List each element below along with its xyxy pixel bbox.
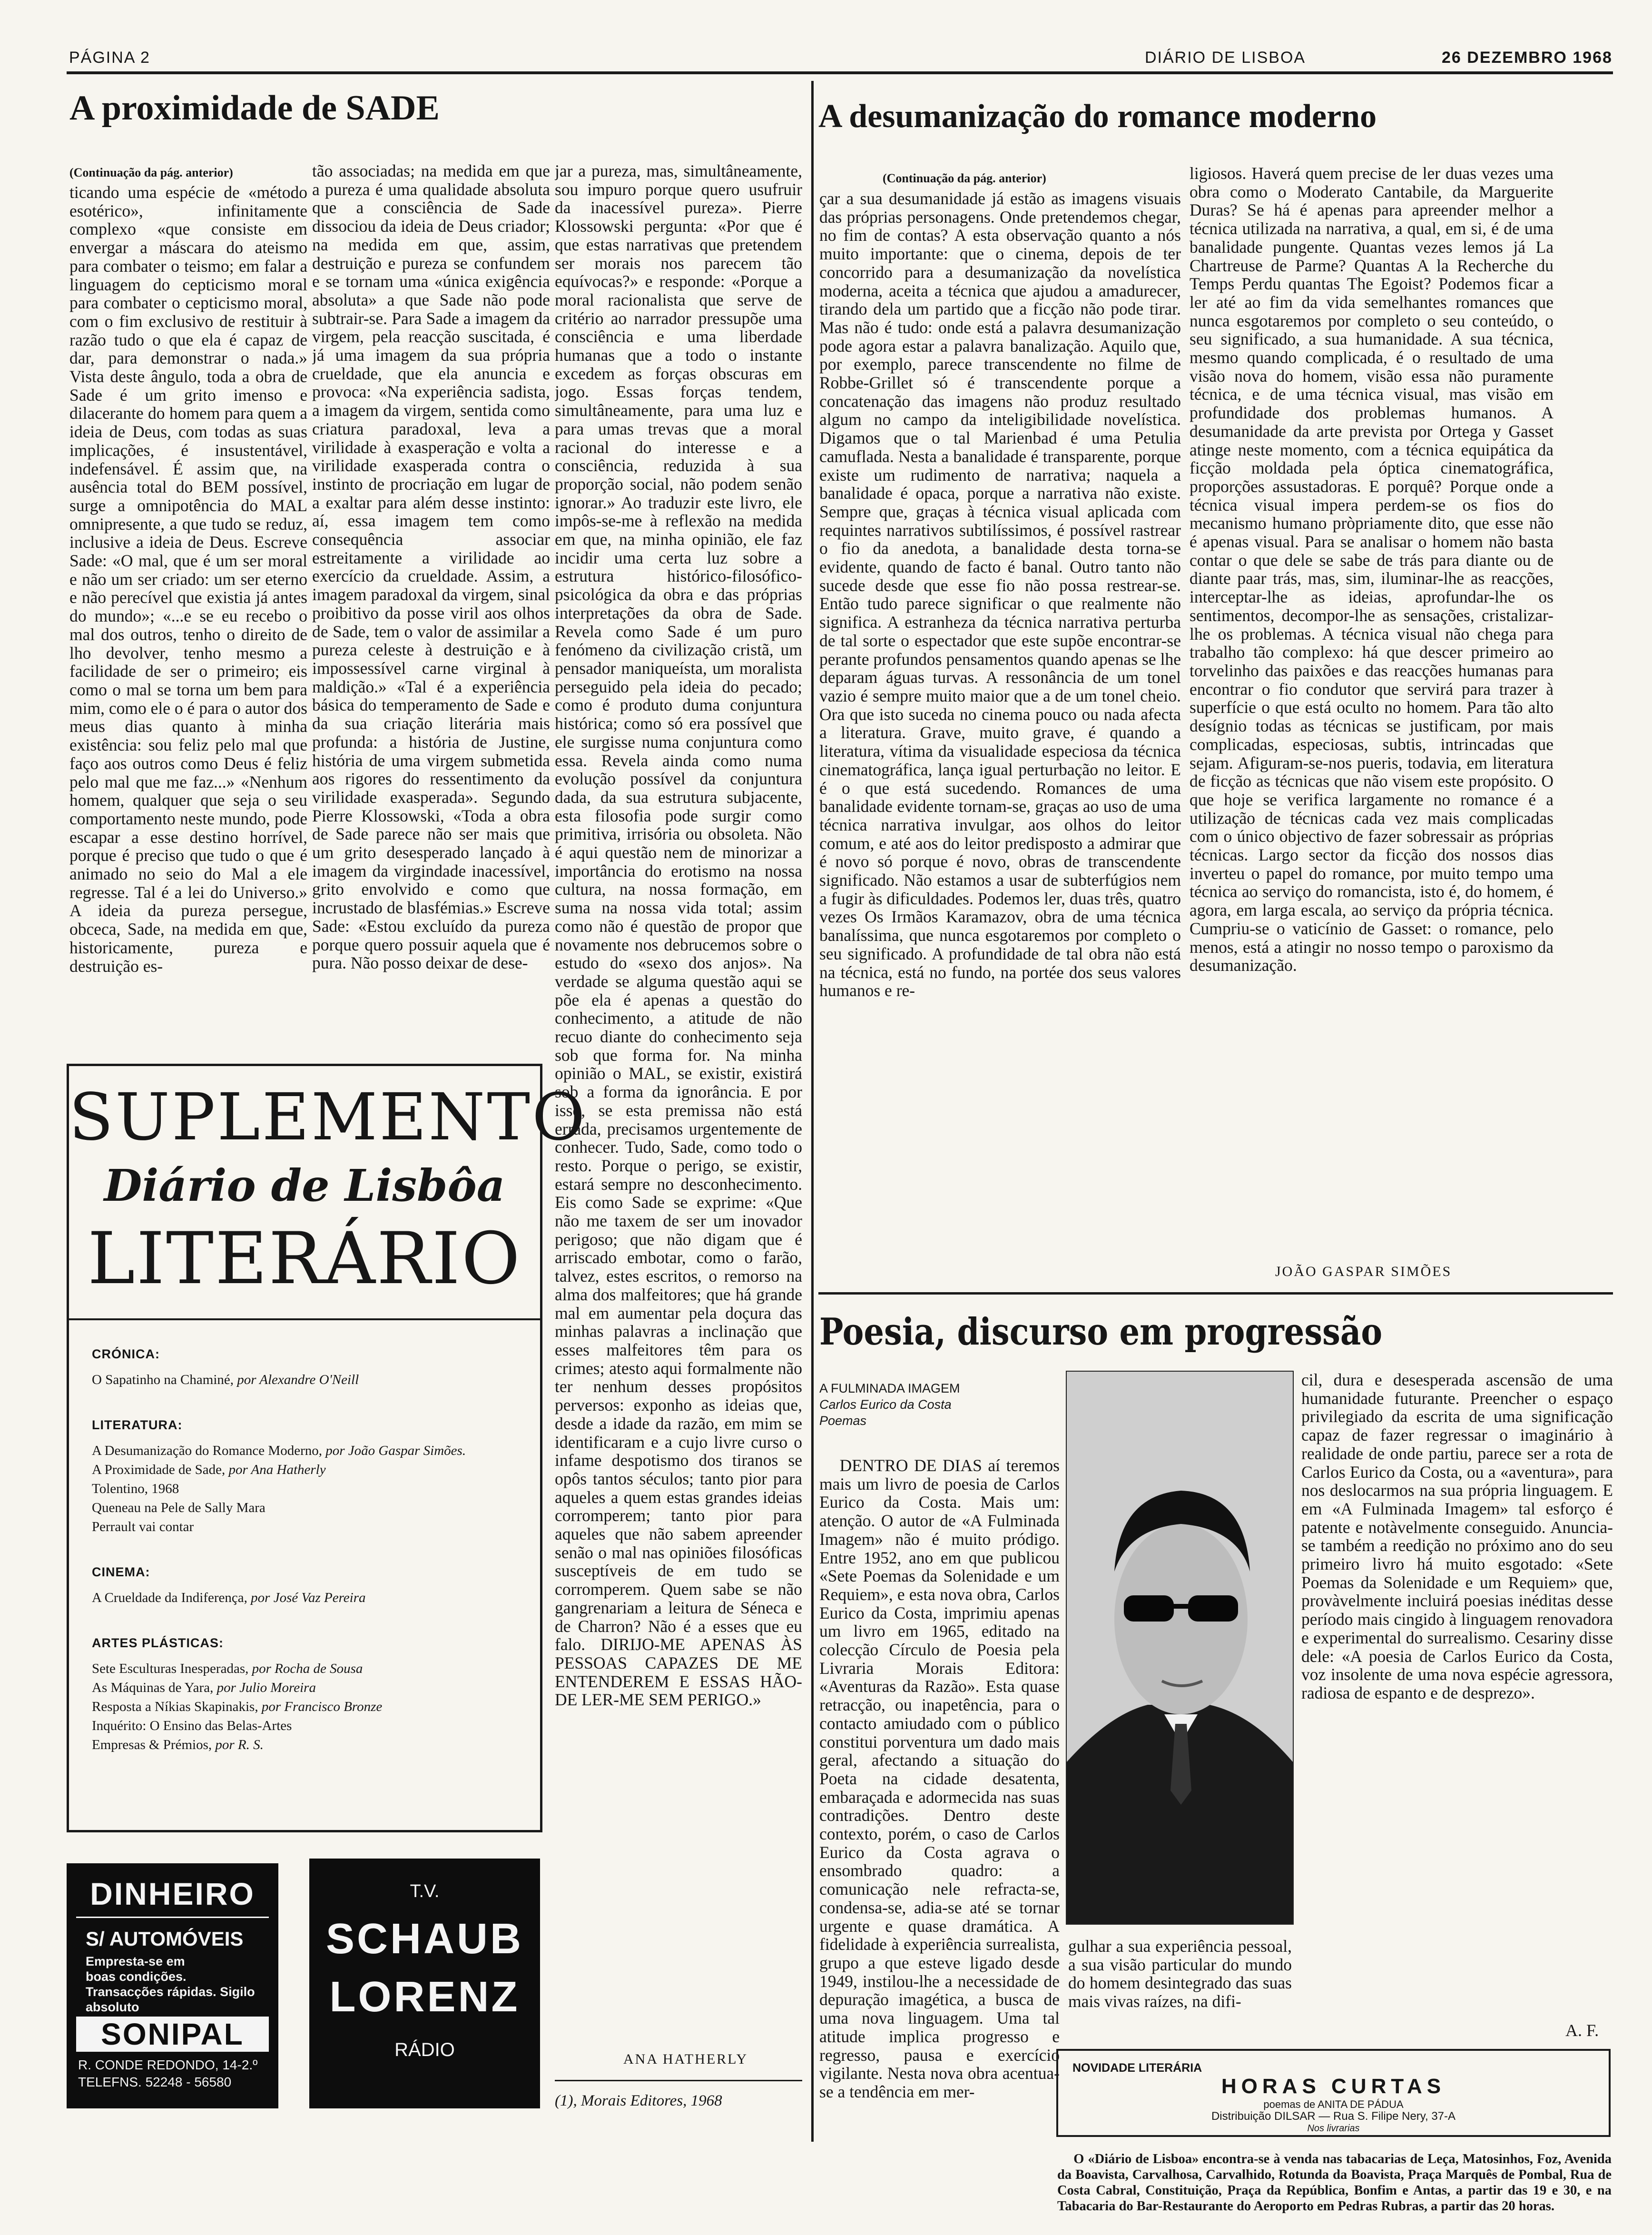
poesia-column-3-text: cil, dura e desesperada ascensão de uma humanidade futurante. Preencher o espaço privilegiado da escrita de uma significação capaz de fazer regressar o imaginário à realidade de onde partiu, parece ser a rota de Carlos Eurico da Costa, ou a «aventura», para nos deslocarmos na sua própria linguagem. E em «A Fulminada Imagem» tal esforço é patente e notàvelmente conseguido. Anuncia-se também a reedição no próximo ano do seu primeiro livro há muito esgotado: «Sete Poemas da Solenidade e um Requiem» que, provàvelmente incluirá poesias inéditas desse período mais cingido à linguagem renovadora e experimental do surrealismo. Cesariny disse dele: «A poesia de Carlos Eurico da Costa, voz insolente de uma nova espécie agressora, radiosa de espanto e de desprezo». <box>1301 1371 1613 1702</box>
sade-column-3 <box>555 162 802 2035</box>
poesia-column-1-text: DENTRO DE DIAS aí teremos mais um livro de poesia de Carlos Eurico da Costa. Mais um: atenção. O autor de «A Fulminada Imagem» não é muito pródigo. Entre 1952, ano em que publicou «Sete Poemas da Solenidade e um Requiem», e esta nova obra, Carlos Eurico da Costa, imprimiu apenas um livro em 1965, editado na colecção Círculo de Poesia pela Livraria Morais Editora: «Aventuras da Razão». Esta quase retracção, ou inapetência, para o contacto amiudado com o público constitui porventura um dado mais geral, afectando a situação do Poeta na cidade desatenta, embaraçada e adormecida nas suas contradições. Dentro deste contexto, porém, o caso de Carlos Eurico da Costa agrava o ensombrado quadro: a comunicação nele refracta-se, condensa-se, adia-se até se tornar urgente e quase dramática. A fidelidade à experiência surrealista, grupo a que esteve ligado desde 1949, instilou-lhe a necessidade de depuração imagética, a busca de uma nova linguagem. Uma tal atitude implica progresso e regresso, pausa e exercício vigilante. Nesta nova obra acentua-se a tendência em mer- <box>819 1456 1060 2101</box>
book-title: A FULMINADA IMAGEM <box>819 1381 960 1395</box>
newspaper-name: DIÁRIO DE LISBOA <box>1145 49 1306 67</box>
toc-item: Queneau na Pele de Sally Mara <box>92 1500 266 1515</box>
sade-signature: ANA HATHERLY <box>623 2051 748 2067</box>
toc-heading-literatura: LITERATURA: <box>92 1418 183 1432</box>
toc-item: Tolentino, 1968 <box>92 1481 179 1496</box>
sade-footnote: (1), Morais Editores, 1968 <box>555 2092 722 2109</box>
sade-column-1-text: ticando uma espécie de «método esotérico», infinitamente complexo «que consiste em envergar a máscara do ateismo para combater o teismo; em falar a linguagem do cepticismo moral para combater o cepticismo moral, com o fim exclusivo de restituir à razão tudo o que ela é capaz de dar, para demonstrar o nada.» Vista deste ângulo, toda a obra de Sade é um grito imenso e dilacerante do homem para quem a ideia de Deus, com todas as suas implicações, é insustentável, indefensável. É assim que, na ausência total do BEM possível, surge a omnipotência do MAL omnipresente, a que tudo se reduz, inclusive a ideia de Deus. Escreve Sade: «O mal, que é um ser moral e não um ser criado: um ser eterno e não perecível que existia já antes do mundo»; «...e se eu recebo o mal dos outros, tenho o direito de lho devolver, tenho mesmo a facilidade de ser o primeiro; eis como o mal se torna um bem para mim, como ele o é para o autor dos meus dias quanto à minha existência: sou feliz pelo mal que faço aos outros como Deus é feliz pelo mal que me faz...» «Nenhum homem, qualquer que seja o seu comportamento neste mundo, pode escapar a esse destino horrível, porque é preciso que tudo o que é animado no seio do Mal a ele regresse. Tal é a lei do Universo.» A ideia da pureza persegue, obceca, Sade, na medida em que, historicamente, pureza e destruição es- <box>69 183 307 976</box>
desumanizacao-headline: A desumanização do romance moderno <box>818 98 1377 135</box>
dinheiro-body-1: Empresta-se em <box>86 1954 185 1968</box>
poesia-column-2-text: gulhar a sua experiência pessoal, a sua visão particular do mundo do homem desintegrado das suas mais vivas raízes, na difi- <box>1068 1937 1292 2011</box>
sade-column-2 <box>312 162 550 1054</box>
dinheiro-divider <box>76 1917 269 1918</box>
masthead-rule <box>67 71 1613 74</box>
issue-date: 26 DEZEMBRO 1968 <box>1442 49 1613 67</box>
sade-column-1 <box>69 183 307 1053</box>
schaub-name: SCHAUB <box>325 1915 523 1963</box>
horas-title: HORAS CURTAS <box>1221 2075 1446 2098</box>
toc-heading-cinema: CINEMA: <box>92 1565 150 1579</box>
schaub-tv: T.V. <box>410 1881 440 1901</box>
toc-item: Empresas & Prémios, por R. S. <box>92 1737 264 1752</box>
desumanizacao-continuation-note: (Continuação da pág. anterior) <box>883 171 1046 185</box>
center-column-rule <box>811 81 814 2142</box>
suplemento-title: SUPLEMENTO <box>69 1080 587 1155</box>
suplemento-literario: LITERÁRIO <box>88 1217 521 1300</box>
dinheiro-body <box>86 1954 262 2015</box>
dinheiro-ad <box>67 1863 278 2108</box>
schaub-lorenz-ad <box>309 1859 540 2108</box>
toc-heading-artes: ARTES PLÁSTICAS: <box>92 1636 224 1650</box>
horas-stores: Nos livrarias <box>1307 2123 1360 2134</box>
author-photo <box>1066 1371 1294 1925</box>
poesia-column-1 <box>819 1456 1060 2119</box>
poesia-signature: A. F. <box>1565 2021 1599 2040</box>
sade-column-2-text: tão associadas; na medida em que a pureza é uma qualidade absoluta que a consciência de Sade dissociou da ideia de Deus criador; na medida em que, assim, destruição e pureza se confundem e se tornam uma «única exigência absoluta» a que Sade não pode subtrair-se. Para Sade a imagem da virgem, pela reacção suscitada, é já uma imagem da sua própria crueldade, que ela anuncia e provoca: «Na experiência sadista, a imagem da virgem, sentida como criatura paradoxal, leva a virilidade à exasperação e volta a virilidade exasperada contra o instinto de procriação em lugar de a exaltar para além desse instinto: aí, essa imagem tem como consequência associar estreitamente a virilidade ao exercício da crueldade. Assim, a imagem paradoxal da virgem, sinal proibitivo da posse viril aos olhos de Sade, tem o valor de assimilar a pureza celeste à destruição e à impossessível carne virginal à maldição.» «Tal é a experiência básica do temperamento de Sade e da sua criação literária mais profunda: a história de Justine, história de uma virgem submetida aos rigores do ressentimento da virilidade exasperada». Segundo Pierre Klossowski, «Toda a obra de Sade parece não ser mais que um grito desesperado lançado à imagem da virgindade inacessível, grito envolvido e como que incrustado de blasfémias.» Escreve Sade: «Estou excluído da pureza porque quero possuir aquela que é pura. Não posso deixar de dese- <box>312 162 550 973</box>
dinheiro-phones: TELEFNS. 52248 - 56580 <box>78 2075 232 2089</box>
sade-column-3-text: jar a pureza, mas, simultâneamente, sou impuro porque quero usufruir da inacessível pureza». Pierre Klossowski pergunta: «Por que é que estas narrativas que pretendem ser morais nos parecem tão equívocas?» e responde: «Porque a moral racionalista que serve de critério ao narrador pressupõe uma consciência e uma liberdade humanas que a todo o instante excedem as forças obscuras em jogo. Essas forças tendem, simultâneamente, para uma luz e para umas trevas que a moral racional do interesse e a consciência, reduzida à sua proporção social, não podem senão ignorar.» Ao traduzir este livro, ele impôs-se-me à reflexão na medida em que, na minha opinião, ele faz incidir uma certa luz sobre a estrutura histórico-filosófico-psicológica da obra e das próprias interpretações da obra de Sade. Revela como Sade é um puro fenómeno da civilização cristã, um pensador maniqueísta, um moralista perseguido pela ideia do pecado; como é produto duma conjuntura histórica; como só era possível que ele surgisse numa conjuntura como essa. Revela ainda como numa evolução possível da conjuntura dada, da sua estrutura subjacente, esta filosofia pode surgir como primitiva, irrisória ou obsoleta. Não é aqui questão nem de minorizar a importância do erotismo na nossa cultura, na nossa formação, em suma na nossa vida total; assim como não é questão de propor que novamente nos debrucemos sobre o estudo do «sexo dos anjos». Na verdade se alguma questão aqui se põe ela é apenas a questão do conhecimento, a atitude de não recuo diante do conhecimento seja sob que forma for. Na minha opinião o MAL, se existir, existirá sob a forma da ignorância. E por isso, se esta premissa não está errada, precisamos urgentemente de conhecer. Tudo, Sade, como todo o resto. Porque o perigo, se existir, estará sempre no desconhecimento. Eis como Sade se exprime: «Que não me taxem de ser um inovador perigoso; que não digam que é arriscado embotar, como o farão, talvez, estes escritos, o remorso na alma dos malfeitores; que há grande mal em aumentar pela doçura das minhas palavras a inclinação que esses malfeitores têm para os crimes; atesto aqui formalmente não ter nenhum desses propósitos perversos: exponho as ideias que, desde a idade da razão, em mim se identificaram e a cujo livre curso o infame despotismo dos tiranos se opôs tantos séculos; tanto pior para aqueles a quem estas grandes ideias corromperem; tanto pior para aqueles que não sabem apreender senão o mal nas opiniões filosóficas susceptíveis de em tudo se corromperem. Quem sabe se não gangrenariam a leitura de Séneca e de Charron? Não é a esses que eu falo. DIRIJO-ME APENAS ÀS PESSOAS CAPAZES DE ME ENTENDEREM E ESSAS HÃO-DE LER-ME SEM PERIGO.» <box>555 162 802 1710</box>
suplemento-contents <box>92 1347 530 1754</box>
sade-continuation-note: (Continuação da pág. anterior) <box>69 166 233 179</box>
book-author: Carlos Eurico da Costa <box>819 1397 952 1412</box>
lorenz-name: LORENZ <box>329 1973 520 2021</box>
desumanizacao-column-2 <box>1190 164 1554 1254</box>
poesia-column-3 <box>1301 1371 1613 2013</box>
dinheiro-title: DINHEIRO <box>90 1876 255 1911</box>
toc-item: Perrault vai contar <box>92 1519 194 1534</box>
desumanizacao-column-1-text: çar a sua desumanidade já estão as imagens visuais das próprias personagens. Onde pretendemos chegar, no fim de contas? A esta observação quanto a nós muito importante: que o cinema, depois de ter concorrido para a desumanização da novelística moderna, aceita a técnica que ajudou a amadurecer, tirando dela um partido que a ficção não pode tirar. Mas não é tudo: onde está a palavra desumanização pode agora estar a palavra banalização. Aquilo que, por exemplo, parece transcendente no filme de Robbe-Grillet só é transcendente porque a concatenação das imagens não produz resultado algum no campo da inteligibilidade novelística. Digamos que o tal Marienbad é uma Petulia camuflada. Nesta a banalidade é transparente, porque existe um rudimento de narrativa; naquela a banalidade é opaca, porque a narrativa não existe. Sempre que, graças à técnica visual aplicada com requintes narrativos subtilíssimos, é possível rastrear o fio da anedota, a banalidade desta torna-se evidente, quando de facto é banal. Outro tanto não sucede desde que esse fio não possa restrear-se. Então tudo parece significar o que realmente não significa. A estranheza da técnica narrativa perturba de tal sorte o espectador que este supõe encontrar-se perante profundos pensamentos quando apenas se lhe deparam águas turvas. A ressonância de um tonel vazio é sempre muito maior que a de um tonel cheio. Ora que isto suceda no cinema pouco ou nada afecta a literatura. Grave, muito grave, é quando a literatura, vítima da visualidade especiosa da técnica cinematográfica, lança igual perturbação no leitor. E é o que está sucedendo. Romances de uma banalidade evidente tornam-se, graças ao uso de uma técnica narrativa invulgar, aos olhos do leitor comum, e até aos do leitor predisposto a admirar que é novo só porque é novo, obras de transcendente significado. Não estamos a usar de subterfúgios nem a fugir às dificuldades. Podemos ler, duas três, quatro vezes Os Irmãos Karamazov, obra de uma técnica banalíssima, que nunca esgotaremos por completo o seu significado. A profundidade de tal obra não está na técnica, está no fundo, na portée dos seus valores humanos e re- <box>819 189 1181 1000</box>
desumanizacao-signature: JOÃO GASPAR SIMÕES <box>1275 1264 1452 1279</box>
book-kind: Poemas <box>819 1414 867 1428</box>
dinheiro-subtitle: S/ AUTOMÓVEIS <box>86 1928 244 1950</box>
suplemento-divider <box>69 1318 540 1320</box>
poesia-column-2 <box>1068 1937 1292 2030</box>
toc-item: Inquérito: O Ensino das Belas-Artes <box>92 1718 292 1733</box>
horas-label: NOVIDADE LITERÁRIA <box>1072 2061 1202 2075</box>
footnote-rule <box>555 2080 802 2081</box>
dinheiro-body-2: boas condições. Transacções rápidas. Sigilo absoluto <box>86 1969 255 2014</box>
horas-distribution: Distribuição DILSAR — Rua S. Filipe Nery, 37-A <box>1211 2110 1456 2123</box>
desumanizacao-column-2-text: ligiosos. Haverá quem precise de ler duas vezes uma obra como o Moderato Cantabile, da Marguerite Duras? Se há é apenas para apreender melhor a técnica utilizada na narrativa, a qual, em si, é de uma banalidade pungente. Quantas vezes lemos já La Chartreuse de Parme? Quantas A la Recherche du Temps Perdu quantas The Egoist? Podemos ficar a ler até ao fim da vida semelhantes romances que nunca esgotaremos por completo o seu conteúdo, o seu significado, a sua humanidade. A sua técnica, mesmo quando complicada, é o resultado de uma visão nova do homem, visão essa não puramente técnica, e de uma técnica visual, mas visão em profundidade dos problemas humanos. A desumanidade da arte prevista por Ortega y Gasset atinge neste momento, com a técnica equipática da ficção moldada pela óptica cinematográfica, proporções assustadoras. E porquê? Porque onde a técnica visual impera perdem-se os fios do mecanismo humano pròpriamente dito, que esse não é apenas visual. Para se analisar o homem não basta contar o que dele se sabe de trás para diante ou de diante paar trás, mas, sim, iluminar-lhe as reacções, interceptar-lhe as ideias, aprofundar-lhe os sentimentos, decompor-lhe as sensações, cristalizar-lhe os problemas. A técnica visual não chega para trabalho tão complexo: há que descer primeiro ao torvelinho das paixões e das reacções humanas para encontrar o fio condutor que servirá para trazer à superfície o que está oculto no homem. Para tão alto desígnio todas as técnicas se justificam, por mais complicadas, especiosas, subtis, intrincadas que sejam. Afiguram-se-nos pueris, todavia, em literatura de ficção as técnicas que não visem este propósito. O que hoje se verifica largamente no romance é a utilização de técnicas cada vez mais complicadas com o único objectivo de fazer sobressair as próprias técnicas. Largo sector da ficção dos nossos dias inverteu o papel do romance, por muito tempo uma técnica ao serviço do romancista, isto é, do homem, é agora, em larga escala, ao serviço da própria técnica. Cumpriu-se o vaticínio de Gasset: o romance, pelo menos, está a atingir no nosso tempo o paroxismo da desumanização. <box>1190 164 1554 975</box>
suplemento-box <box>67 1064 587 1832</box>
toc-heading-cronica: CRÓNICA: <box>92 1347 160 1361</box>
poesia-headline: Poesia, discurso em progressão <box>819 1310 1383 1354</box>
toc-item: A Crueldade da Indiferença, por José Vaz Pereira <box>92 1590 366 1605</box>
sade-headline: A proximidade de SADE <box>69 89 440 128</box>
book-info <box>819 1380 960 1429</box>
toc-item: A Desumanização do Romance Moderno, por João Gaspar Simões. <box>92 1443 466 1458</box>
horas-curtas-ad <box>1056 2049 1611 2137</box>
toc-item: As Máquinas de Yara, por Julio Moreira <box>92 1680 316 1695</box>
portrait-illustration <box>1067 1372 1293 1924</box>
horas-subtitle: poemas de ANITA DE PÁDUA <box>1263 2098 1404 2110</box>
venda-notice: O «Diário de Lisboa» encontra-se à venda nas tabacarias de Leça, Matosinhos, Foz, Avenida da Boavista, Carvalhosa, Carvalhido, Rotunda da Boavista, Praça Marquês de Pombal, Rua de Costa Cabral, Constituição, Praça da República, Bonfim e Antas, a partir das 19 e 30, e na Tabacaria do Bar-Restaurante do Aeroporto em Pedras Rubras, a partir das 20 horas. <box>1057 2152 1612 2214</box>
dinheiro-brand: SONIPAL <box>76 2017 269 2052</box>
toc-item: O Sapatinho na Chaminé, por Alexandre O'Neill <box>92 1372 359 1387</box>
section-rule <box>818 1292 1613 1295</box>
schaub-radio: RÁDIO <box>394 2039 455 2060</box>
suplemento-paper-name: Diário de Lisbôa <box>104 1160 505 1211</box>
toc-item: Sete Esculturas Inesperadas, por Rocha de Sousa <box>92 1661 363 1676</box>
dinheiro-address: R. CONDE REDONDO, 14-2.º <box>78 2057 258 2072</box>
toc-item: A Proximidade de Sade, por Ana Hatherly <box>92 1462 326 1477</box>
desumanizacao-column-1 <box>819 189 1181 1236</box>
toc-item: Resposta a Níkias Skapinakis, por Francisco Bronze <box>92 1699 383 1714</box>
page-number: PÁGINA 2 <box>69 49 150 67</box>
